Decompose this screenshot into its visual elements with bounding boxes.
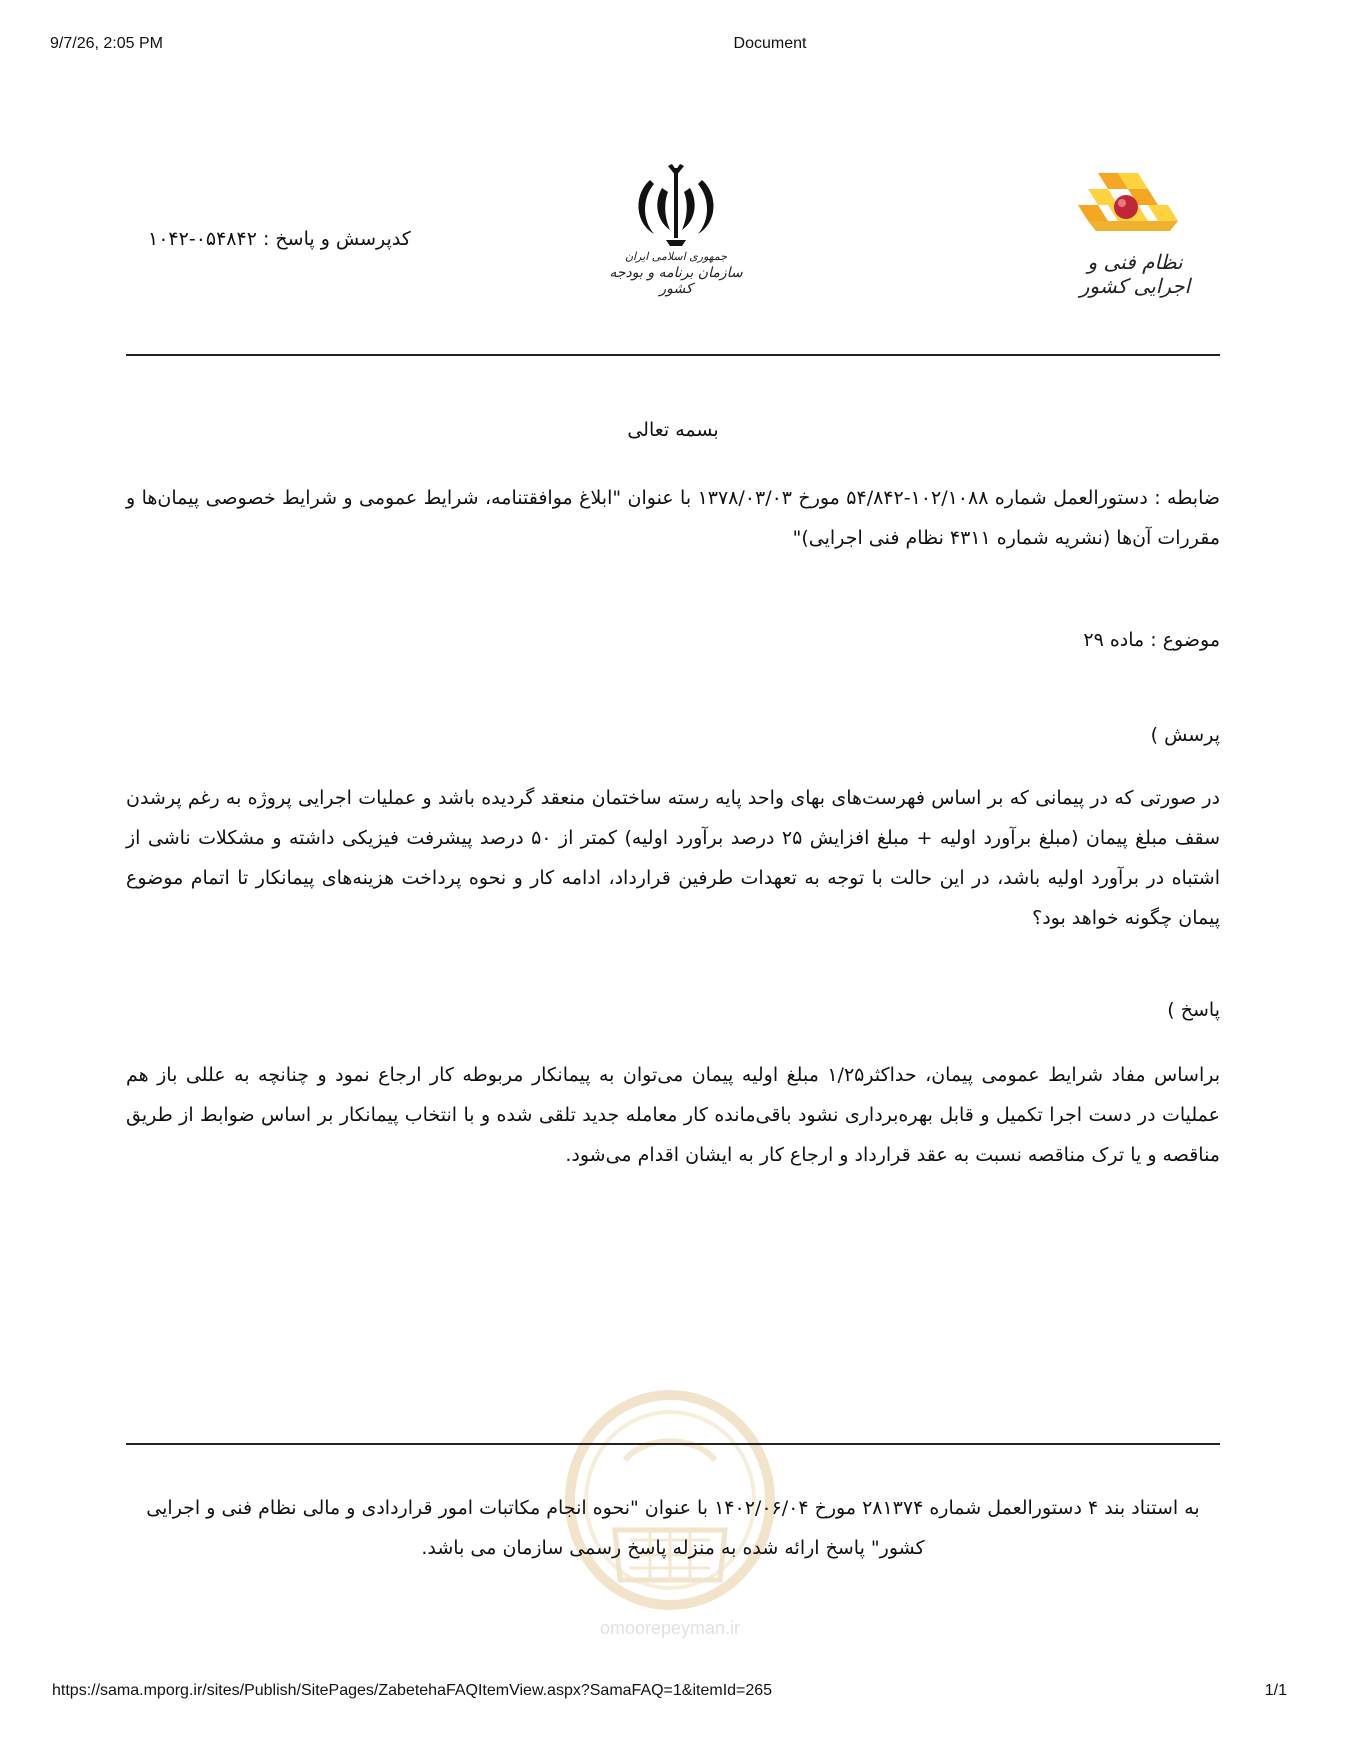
logo-icon bbox=[1060, 165, 1210, 250]
iran-emblem bbox=[606, 160, 746, 310]
qa-code: کدپرسش و پاسخ : ۰۵۴۸۴۲-۱۰۴۲ bbox=[148, 228, 411, 250]
header-divider bbox=[126, 354, 1220, 356]
footer-divider bbox=[126, 1443, 1220, 1445]
emblem-line2: سازمان برنامه و بودجه کشور bbox=[609, 265, 743, 297]
print-url: https://sama.mporg.ir/sites/Publish/SitePages/ZabetehaFAQItemView.aspx?SamaFAQ=1&itemId=265 bbox=[52, 1682, 773, 1699]
answer-label: پاسخ ) bbox=[1167, 999, 1220, 1021]
print-title: Document bbox=[733, 35, 807, 52]
topic-text: موضوع : ماده ۲۹ bbox=[1083, 629, 1220, 651]
question-text: در صورتی که در پیمانی که بر اساس فهرست‌های بهای واحد پایه رسته ساختمان منعقد گردیده باشد و عملیات اجرایی پروژه به رغم پرشدن سقف مبلغ پیمان (مبلغ برآورد اولیه + مبلغ افزایش ۲۵ درصد برآورد اولیه) کمتر از ۵۰ درصد پیشرفت فیزیکی داشته و مشکلات ناشی از اشتباه در برآورد اولیه باشد، در این حالت با توجه به تعهدات طرفین قرارداد، ادامه کار و نحوه پرداخت هزینه‌های پیمانکار تا اتمام موضوع پیمان چگونه خواهد بود؟ bbox=[126, 787, 1220, 929]
answer-text: براساس مفاد شرایط عمومی پیمان، حداکثر۱/۲۵ مبلغ اولیه پیمان می‌توان به پیمانکار مربوطه کار ارجاع نمود و چنانچه به عللی باز هم عملیات در دست اجرا تکمیل و قابل بهره‌برداری نشود باقی‌مانده کار معامله جدید تلقی شده و با انتخاب پیمانکار بر اساس ضوابط از طریق مناقصه و یا ترک مناقصه نسبت به عقد قرارداد و ارجاع کار به ایشان اقدام می‌شود. bbox=[126, 1064, 1220, 1166]
print-date: 9/7/26, 2:05 PM bbox=[50, 35, 163, 52]
print-page-count: 1/1 bbox=[1264, 1682, 1287, 1699]
watermark-site: omoorepeyman.ir bbox=[599, 1618, 741, 1638]
logo-text: نظام فنی و اجرایی کشور bbox=[1079, 250, 1191, 298]
nezam-fani-logo bbox=[1060, 165, 1210, 305]
emblem-icon bbox=[630, 160, 722, 250]
question-label: پرسش ) bbox=[1150, 724, 1220, 746]
criterion-text: ضابطه : دستورالعمل شماره ۱۰۲/۱۰۸۸-۵۴/۸۴۲ مورخ ۱۳۷۸/۰۳/۰۳ با عنوان "ابلاغ موافقتنامه، شرایط عمومی و شرایط خصوصی پیمان‌ها و مقررات آن‌ها (نشریه شماره ۴۳۱۱ نظام فنی اجرایی)" bbox=[126, 487, 1221, 549]
emblem-line1: جمهوری اسلامی ایران bbox=[624, 250, 728, 263]
footer-note: به استناد بند ۴ دستورالعمل شماره ۲۸۱۳۷۴ مورخ ۱۴۰۲/۰۶/۰۴ با عنوان "نحوه انجام مکاتبات امور قراردادی و مالی نظام فنی و اجرایی کشور" پاسخ ارائه شده به منزله پاسخ رسمی سازمان می باشد. bbox=[146, 1497, 1200, 1559]
bismillah: بسمه تعالی bbox=[627, 419, 719, 441]
